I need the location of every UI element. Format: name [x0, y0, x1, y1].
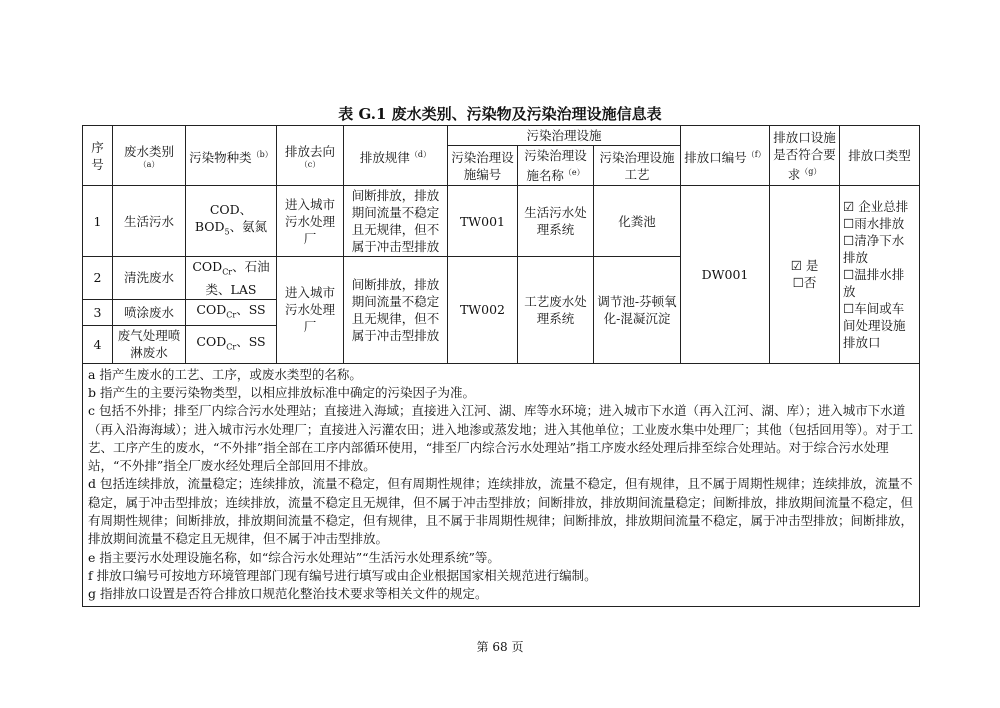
- row-seq: 4: [83, 325, 113, 363]
- compliance-yes: ☑ 是: [790, 258, 819, 274]
- header-compliance: 排放口设施是否符合要求$^{(g)}$: [770, 126, 840, 186]
- outlet-type-option: ☐清净下水排放: [843, 232, 905, 265]
- header-pattern: 排放规律$^{(d)}$: [344, 126, 448, 186]
- footnote-b: b 指产生的主要污染物类型，以相应排放标准中确定的污染因子为准。: [88, 384, 475, 400]
- wastewater-info-table: [82, 125, 920, 607]
- row-category: 生活污水: [113, 186, 186, 257]
- group2-pattern: 间断排放，排放期间流量不稳定且无规律，但不属于冲击型排放: [344, 257, 448, 364]
- row-seq: 3: [83, 299, 113, 325]
- row-category: 废气处理喷淋废水: [113, 325, 186, 363]
- header-facility-code: 污染治理设施编号: [448, 146, 518, 186]
- header-direction: 排放去向 （c）: [277, 126, 344, 186]
- header-facility: 污染治理设施: [448, 126, 681, 146]
- row-pollutant: $COD_{Cr}$、SS: [186, 325, 277, 363]
- row-pollutant: $COD_{Cr}$、石油类、LAS: [186, 257, 277, 300]
- outlet-type-option: ☐车间或车间处理设施排放口: [843, 300, 906, 350]
- row-pollutant: COD、$BOD_5$、氨氮: [186, 186, 277, 257]
- header-category: 废水类别 （a）: [113, 126, 186, 186]
- row-seq: 2: [83, 257, 113, 300]
- row-pollutant: $COD_{Cr}$、SS: [186, 299, 277, 325]
- compliance-no: ☐否: [792, 275, 817, 291]
- page-number: 第 68 页: [476, 640, 524, 654]
- group2-facility-tech: 调节池-芬顿氧化-混凝沉淀: [594, 257, 681, 364]
- outlet-type-option: ☐温排水排放: [843, 266, 905, 299]
- footnotes: [83, 363, 920, 606]
- footnote-e: e 指主要污水处理设施名称，如“综合污水处理站”“生活污水处理系统”等。: [88, 549, 500, 565]
- group2-facility-name: 工艺废水处理系统: [518, 257, 594, 364]
- group1-direction: 进入城市污水处理厂: [277, 186, 344, 257]
- outlet-type-cell: [840, 186, 920, 364]
- group2-direction: 进入城市污水处理厂: [277, 257, 344, 364]
- group1-facility-tech: 化粪池: [594, 186, 681, 257]
- row-category: 喷涂废水: [113, 299, 186, 325]
- header-facility-name: 污染治理设施名称$^{(e)}$: [518, 146, 594, 186]
- row-seq: 1: [83, 186, 113, 257]
- header-outlet-code: 排放口编号$^{(f)}$: [681, 126, 770, 186]
- group1-facility-code: TW001: [448, 186, 518, 257]
- group1-facility-name: 生活污水处理系统: [518, 186, 594, 257]
- outlet-type-option: ☐雨水排放: [843, 215, 905, 231]
- footnote-c: c 包括不外排；排至厂内综合污水处理站；直接进入海域；直接进入江河、湖、库等水环境；进入城市下水道（再入江河、湖、库）；进入城市下水道（再入沿海海域）；进入城市污水处理厂；直接进入污灌农田；进入地渗或蒸发地；进入其他单位；工业废水集中处理厂；其他（包括回用等）。对于工艺、工序产生的废水，“不外排”指全部在工序内部循环使用，“排至厂内综合污水处理站”指工序废水经处理后排至综合处理站。对于综合污水处理站，“不外排”指全厂废水经处理后全部回用不排放。: [88, 403, 914, 474]
- header-outlet-type: 排放口类型: [840, 126, 920, 186]
- footnote-a: a 指产生废水的工艺、工序，或废水类型的名称。: [88, 366, 362, 382]
- compliance-cell: [770, 186, 840, 364]
- group1-pattern: 间断排放，排放期间流量不稳定且无规律，但不属于冲击型排放: [344, 186, 448, 257]
- footnote-d: d 包括连续排放，流量稳定；连续排放，流量不稳定，但有周期性规律；连续排放，流量不稳定，但有规律，且不属于周期性规律；连续排放，流量不稳定，属于冲击型排放；连续排放，流量不稳定且无规律，但不属于冲击型排放；间断排放，排放期间流量稳定；间断排放，排放期间流量不稳定，但有周期性规律；间断排放，排放期间流量不稳定，但有规律，且不属于非周期性规律；间断排放，排放期间流量不稳定，属于冲击型排放；间断排放，排放期间流量不稳定且无规律，但不属于冲击型排放。: [88, 476, 914, 547]
- table-title: 表 G.1 废水类别、污染物及污染治理设施信息表: [338, 105, 662, 123]
- footnote-f: f 排放口编号可按地方环境管理部门现有编号进行填写或由企业根据国家相关规范进行编制。: [88, 567, 597, 583]
- outlet-code: DW001: [681, 186, 770, 364]
- header-seq: 序号: [83, 126, 113, 186]
- row-category: 清洗废水: [113, 257, 186, 300]
- header-facility-tech: 污染治理设施工艺: [594, 146, 681, 186]
- group2-facility-code: TW002: [448, 257, 518, 364]
- header-pollutant: 污染物种类$^{(b)}$: [186, 126, 277, 186]
- footnote-g: g 指排放口设置是否符合排放口规范化整治技术要求等相关文件的规定。: [88, 586, 488, 602]
- outlet-type-option: ☑ 企业总排: [843, 198, 909, 214]
